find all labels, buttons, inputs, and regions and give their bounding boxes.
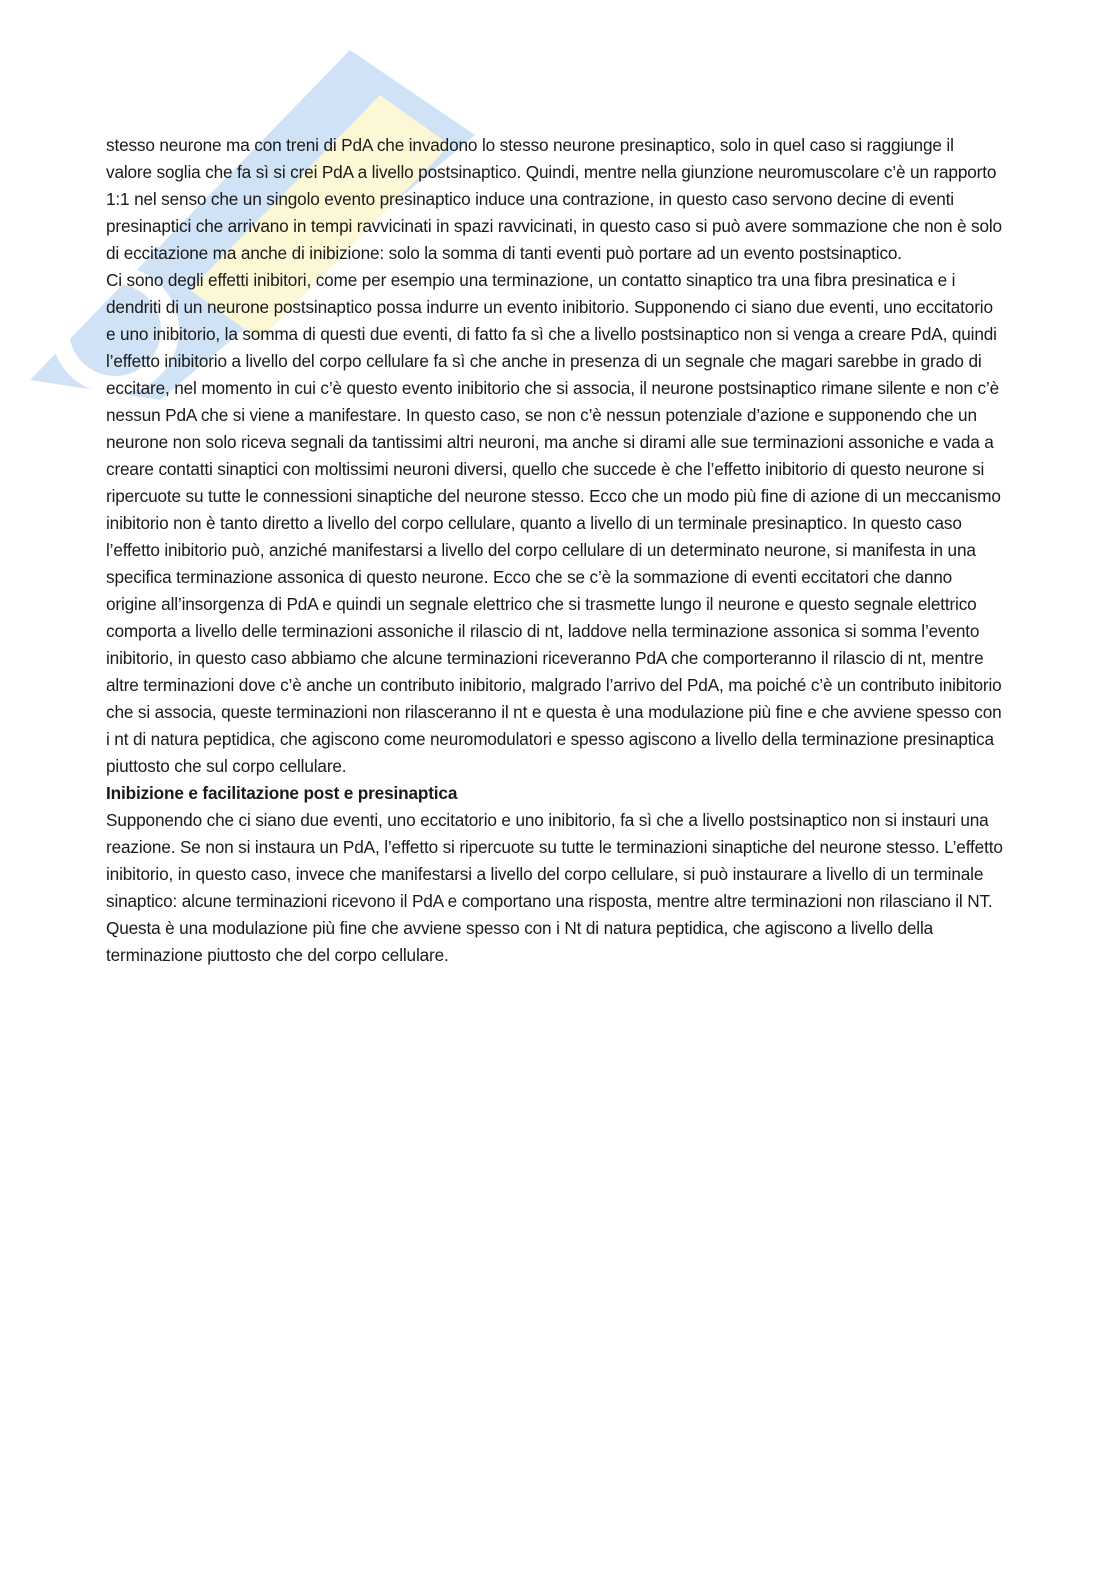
paragraph-2: Ci sono degli effetti inibitori, come per esempio una terminazione, un contatto sinaptico tra una fibra presinatica e i dendriti di un neurone postsinaptico possa indurre un evento inibitorio. Supponendo ci siano due eventi, uno eccitatorio e uno inibitorio, la somma di questi due eventi, di fatto fa sì che a livello postsinaptico non si venga a creare PdA, quindi l’effetto inibitorio a livello del corpo cellulare fa sì che anche in presenza di un segnale che magari sarebbe in grado di eccitare, nel momento in cui c’è questo evento inibitorio che si associa, il neurone postsinaptico rimane silente e non c’è nessun PdA che si viene a manifestare. In questo caso, se non c’è nessun potenziale d’azione e supponendo che un neurone non solo riceva segnali da tantissimi altri neuroni, ma anche si dirami alle sue terminazioni assoniche e vada a creare contatti sinaptici con moltissimi neuroni diversi, quello che succede è che l’effetto inibitorio di questo neurone si ripercuote su tutte le connessioni sinaptiche del neurone stesso. Ecco che un modo più fine di azione di un meccanismo inibitorio non è tanto diretto a livello del corpo cellulare, quanto a livello di un terminale presinaptico. In questo caso l’effetto inibitorio può, anziché manifestarsi a livello del corpo cellulare di un determinato neurone, si manifesta in una specifica terminazione assonica di questo neurone. Ecco che se c’è la sommazione di eventi eccitatori che danno origine all’insorgenza di PdA e quindi un segnale elettrico che si trasmette lungo il neurone e questo segnale elettrico comporta a livello delle terminazioni assoniche il rilascio di nt, laddove nella terminazione assonica si somma l’evento inibitorio, in questo caso abbiamo che alcune terminazioni riceveranno PdA che comporteranno il rilascio di nt, mentre altre terminazioni dove c’è anche un contributo inibitorio, malgrado l’arrivo del PdA, ma poiché c’è un contributo inibitorio che si associa, queste terminazioni non rilasceranno il nt e questa è una modulazione più fine e che avviene spesso con i nt di natura peptidica, che agiscono come neuromodulatori e spesso agiscono a livello della terminazione presinaptica piuttosto che sul corpo cellulare. bbox=[106, 270, 1002, 776]
paragraph-1: stesso neurone ma con treni di PdA che invadono lo stesso neurone presinaptico, solo in quel caso si raggiunge il valore soglia che fa sì si crei PdA a livello postsinaptico. Quindi, mentre nella giunzione neuromuscolare c’è un rapporto 1:1 nel senso che un singolo evento presinaptico induce una contrazione, in questo caso servono decine di eventi presinaptici che arrivano in tempi ravvicinati in spazi ravvicinati, in questo caso si può avere sommazione che non è solo di eccitazione ma anche di inibizione: solo la somma di tanti eventi può portare ad un evento postsinaptico. bbox=[106, 135, 1002, 263]
section-heading: Inibizione e facilitazione post e presinaptica bbox=[106, 783, 458, 803]
document-body bbox=[106, 132, 1004, 969]
paragraph-3: Supponendo che ci siano due eventi, uno eccitatorio e uno inibitorio, fa sì che a livello postsinaptico non si instauri una reazione. Se non si instaura un PdA, l’effetto si ripercuote su tutte le terminazioni sinaptiche del neurone stesso. L’effetto inibitorio, in questo caso, invece che manifestarsi a livello del corpo cellulare, si può instaurare a livello di un terminale sinaptico: alcune terminazioni ricevono il PdA e comportano una risposta, mentre altre terminazioni non rilasciano il NT. Questa è una modulazione più fine che avviene spesso con i Nt di natura peptidica, che agiscono a livello della terminazione piuttosto che del corpo cellulare. bbox=[106, 810, 1003, 965]
